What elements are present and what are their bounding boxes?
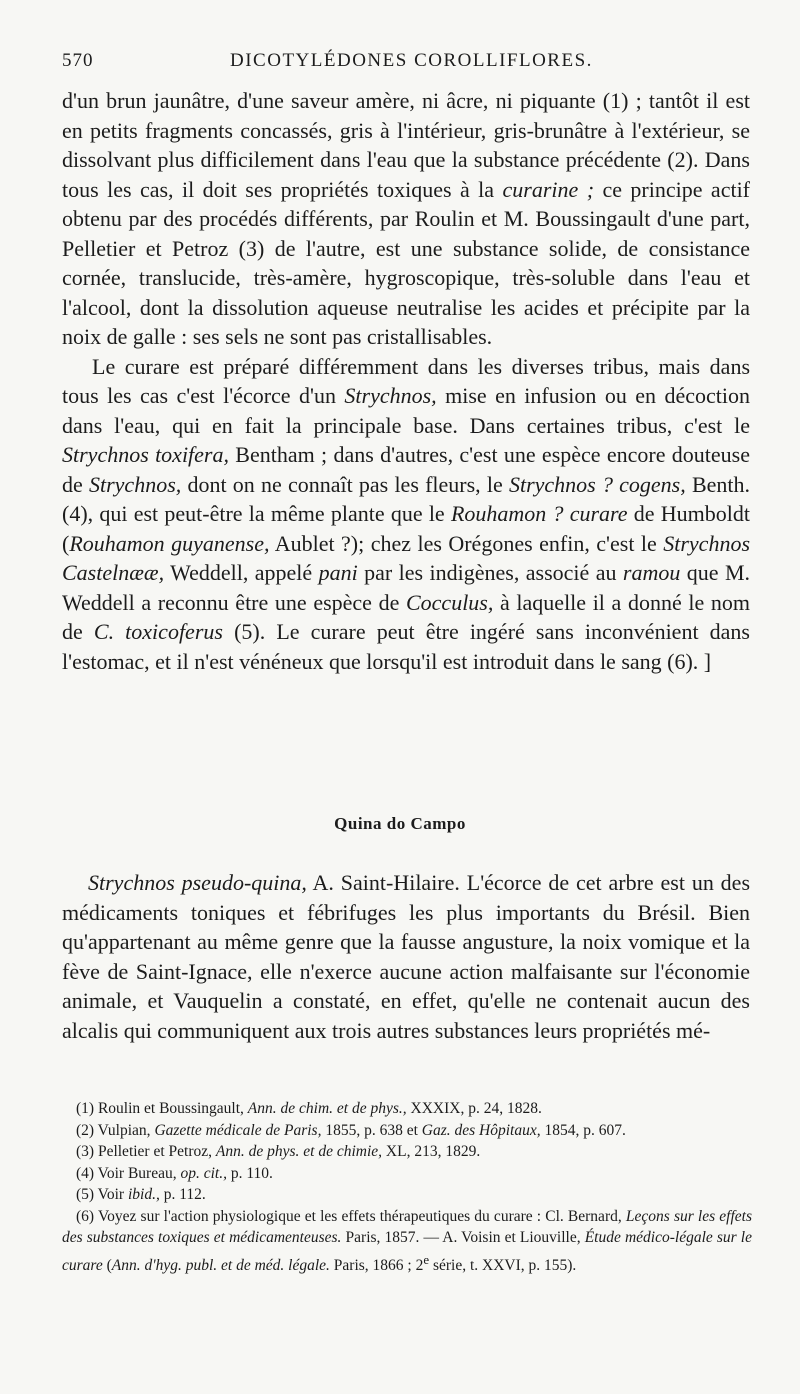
footnote-2: (2) Vulpian, Gazette médicale de Paris, 1855, p. 638 et Gaz. des Hôpitaux, 1854, p. 607. [76, 1121, 626, 1139]
footnote-4: (4) Voir Bureau, op. cit., p. 110. [76, 1164, 273, 1182]
paragraph-strychnos-pseudo-quina: Strychnos pseudo-quina, A. Saint-Hilaire. L'écorce de cet arbre est un des médicaments toniques et fébrifuges les plus importants du Brésil. Bien qu'appartenant au même genre que la fausse angusture, la noix vomique et la fève de Saint-Ignace, elle n'exerce aucune action malfaisante sur l'économie animale, et Vauquelin a constaté, en effet, qu'elle ne contenait aucun des alcalis qui communiquent aux trois autres substances leurs propriétés mé- [62, 870, 750, 1043]
footnote-3: (3) Pelletier et Petroz, Ann. de phys. et de chimie, XL, 213, 1829. [76, 1143, 481, 1160]
footnote-1: (1) Roulin et Boussingault, Ann. de chim. et de phys., XXXIX, p. 24, 1828. [76, 1100, 542, 1117]
paragraph-curare-preparation: Le curare est préparé différemment dans les diverses tribus, mais dans tous les cas c'est l'écorce d'un Strychnos, mise en infusion ou en décoction dans l'eau, qui en fait la principale base. Dans certaines tribus, c'est le Strychnos toxifera, Bentham ; dans d'autres, c'est une espèce encore douteuse de Strychnos, dont on ne connaît pas les fleurs, le Strychnos ? cogens, Benth. (4), qui est peut-être la même plante que le Rouhamon ? curare de Humboldt (Rouhamon guyanense, Aublet ?); chez les Orégones enfin, c'est le Strychnos Castelnææ, Weddell, appelé pani par les indigènes, associé au ramou que M. Weddell a reconnu être une espèce de Cocculus, à laquelle il a donné le nom de C. toxicoferus (5). Le curare peut être ingéré sans inconvénient dans l'estomac, et il n'est vénéneux que lorsqu'il est introduit dans le sang (6). ] [62, 353, 751, 674]
running-title: DICOTYLÉDONES COROLLIFLORES. [230, 50, 593, 71]
page-number: 570 [62, 50, 94, 71]
footnotes [62, 1098, 752, 1276]
main-text-top [62, 86, 750, 676]
footnote-5: (5) Voir ibid., p. 112. [76, 1186, 206, 1203]
main-text-bottom [62, 868, 750, 1045]
footnote-6: (6) Voyez sur l'action physiologique et les effets thérapeutiques du curare : Cl. Bernard, Leçons sur les effets des substances toxiques et médicamenteuses. Paris, 1857. — A. Voisin et Liouville, Étude médico-légale sur le curare (Ann. d'hyg. publ. et de méd. légale. Paris, 1866 ; 2e série, t. XXVI, p. 155). [62, 1207, 752, 1274]
paragraph-curare-properties: d'un brun jaunâtre, d'une saveur amère, ni âcre, ni piquante (1) ; tantôt il est en petits fragments concassés, gris à l'intérieur, gris-brunâtre à l'extérieur, se dissolvant plus difficilement dans l'eau que la substance précédente (2). Dans tous les cas, il doit ses propriétés toxiques à la curarine ; ce principe actif obtenu par des procédés différents, par Roulin et M. Boussingault d'une part, Pelletier et Petroz (3) de l'autre, est une substance solide, de consistance cornée, translucide, très-amère, hygroscopique, très-soluble dans l'eau et l'alcool, dont la dissolution aqueuse neutralise les acides et précipite par la noix de galle : ses sels ne sont pas cristallisables. [62, 88, 751, 349]
page-header [62, 50, 742, 80]
section-heading-quina-do-campo: Quina do Campo [334, 814, 466, 833]
